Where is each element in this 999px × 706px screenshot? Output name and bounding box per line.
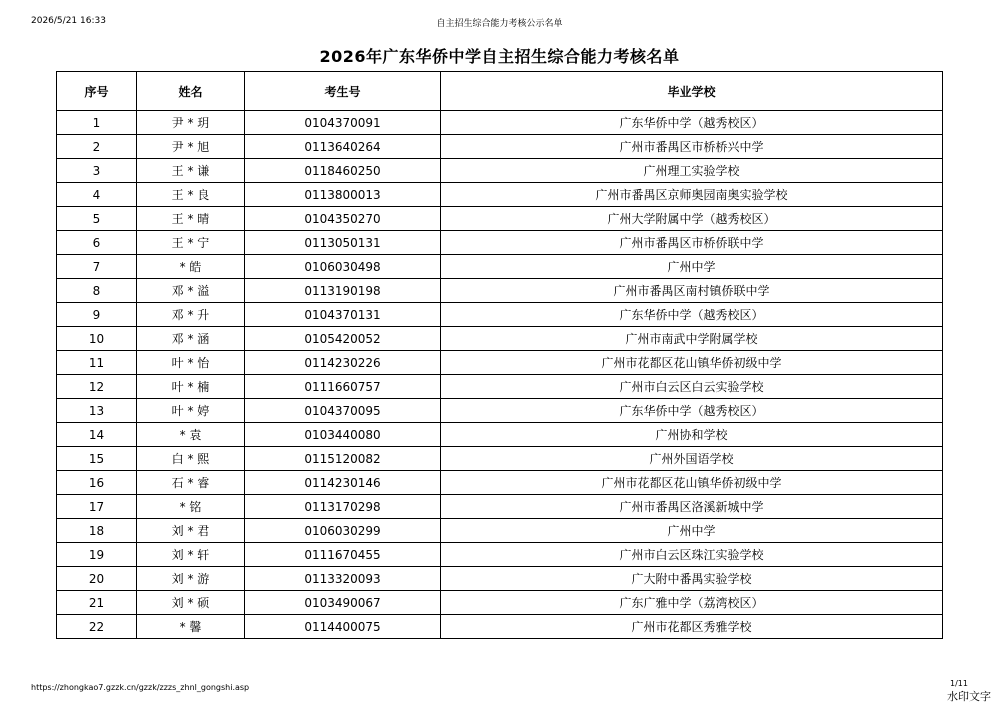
cell-index: 18 <box>57 519 137 543</box>
cell-school: 广州市白云区白云实验学校 <box>441 375 943 399</box>
table-row <box>57 135 943 159</box>
cell-school: 广州市番禺区市桥桥兴中学 <box>441 135 943 159</box>
column-header-name: 姓名 <box>137 72 245 111</box>
cell-index: 3 <box>57 159 137 183</box>
table-row <box>57 279 943 303</box>
cell-school: 广州市南武中学附属学校 <box>441 327 943 351</box>
cell-name: * 袁 <box>137 423 245 447</box>
table-row <box>57 255 943 279</box>
cell-index: 9 <box>57 303 137 327</box>
table-row <box>57 471 943 495</box>
cell-school: 广东广雅中学（荔湾校区） <box>441 591 943 615</box>
table-row <box>57 495 943 519</box>
cell-index: 14 <box>57 423 137 447</box>
cell-exam-number: 0113640264 <box>245 135 441 159</box>
candidate-table <box>56 71 943 639</box>
table-row <box>57 567 943 591</box>
cell-name: 叶 * 怡 <box>137 351 245 375</box>
cell-exam-number: 0114230226 <box>245 351 441 375</box>
print-datetime: 2026/5/21 16:33 <box>31 16 106 26</box>
cell-index: 5 <box>57 207 137 231</box>
cell-name: 石 * 睿 <box>137 471 245 495</box>
cell-name: 尹 * 旭 <box>137 135 245 159</box>
cell-exam-number: 0113050131 <box>245 231 441 255</box>
table-row <box>57 423 943 447</box>
cell-name: 刘 * 君 <box>137 519 245 543</box>
table-row <box>57 519 943 543</box>
cell-school: 广州协和学校 <box>441 423 943 447</box>
print-header-title: 自主招生综合能力考核公示名单 <box>436 19 563 29</box>
footer-url: https://zhongkao7.gzzk.cn/gzzk/zzzs_zhnl_gongshi.asp <box>31 683 250 692</box>
cell-exam-number: 0104370095 <box>245 399 441 423</box>
cell-school: 广州市白云区珠江实验学校 <box>441 543 943 567</box>
cell-name: 王 * 良 <box>137 183 245 207</box>
cell-exam-number: 0105420052 <box>245 327 441 351</box>
cell-exam-number: 0115120082 <box>245 447 441 471</box>
watermark-text: 水印文字 <box>947 690 991 703</box>
cell-school: 广州市花都区花山镇华侨初级中学 <box>441 471 943 495</box>
cell-school: 广州中学 <box>441 519 943 543</box>
cell-index: 13 <box>57 399 137 423</box>
cell-index: 8 <box>57 279 137 303</box>
cell-school: 广州市番禺区京师奥园南奥实验学校 <box>441 183 943 207</box>
cell-index: 22 <box>57 615 137 639</box>
cell-name: 刘 * 硕 <box>137 591 245 615</box>
table-row <box>57 399 943 423</box>
column-header-exam-number: 考生号 <box>245 72 441 111</box>
cell-name: 刘 * 轩 <box>137 543 245 567</box>
cell-school: 广州中学 <box>441 255 943 279</box>
cell-index: 7 <box>57 255 137 279</box>
column-header-index: 序号 <box>57 72 137 111</box>
table-row <box>57 303 943 327</box>
cell-school: 广东华侨中学（越秀校区） <box>441 111 943 135</box>
cell-school: 广州市番禺区市桥侨联中学 <box>441 231 943 255</box>
table-row <box>57 543 943 567</box>
cell-school: 广东华侨中学（越秀校区） <box>441 303 943 327</box>
cell-index: 20 <box>57 567 137 591</box>
table-row <box>57 375 943 399</box>
cell-name: 白 * 熙 <box>137 447 245 471</box>
table-row <box>57 111 943 135</box>
cell-name: * 皓 <box>137 255 245 279</box>
table-row <box>57 591 943 615</box>
cell-exam-number: 0106030299 <box>245 519 441 543</box>
table-row <box>57 183 943 207</box>
cell-index: 15 <box>57 447 137 471</box>
cell-school: 广东华侨中学（越秀校区） <box>441 399 943 423</box>
cell-exam-number: 0113320093 <box>245 567 441 591</box>
cell-name: * 铭 <box>137 495 245 519</box>
cell-name: 王 * 谦 <box>137 159 245 183</box>
table-row <box>57 615 943 639</box>
cell-index: 2 <box>57 135 137 159</box>
cell-name: 邓 * 涵 <box>137 327 245 351</box>
cell-school: 广州市花都区花山镇华侨初级中学 <box>441 351 943 375</box>
cell-exam-number: 0104370091 <box>245 111 441 135</box>
cell-name: 叶 * 楠 <box>137 375 245 399</box>
table-row <box>57 327 943 351</box>
cell-index: 6 <box>57 231 137 255</box>
cell-index: 12 <box>57 375 137 399</box>
table-header-row <box>57 72 943 111</box>
cell-name: 王 * 晴 <box>137 207 245 231</box>
cell-exam-number: 0103440080 <box>245 423 441 447</box>
cell-school: 广州外国语学校 <box>441 447 943 471</box>
cell-name: 王 * 宁 <box>137 231 245 255</box>
cell-index: 21 <box>57 591 137 615</box>
table-row <box>57 207 943 231</box>
cell-exam-number: 0103490067 <box>245 591 441 615</box>
cell-school: 广州大学附属中学（越秀校区） <box>441 207 943 231</box>
cell-index: 16 <box>57 471 137 495</box>
table-row <box>57 159 943 183</box>
cell-exam-number: 0114230146 <box>245 471 441 495</box>
cell-name: 尹 * 玥 <box>137 111 245 135</box>
cell-school: 广州理工实验学校 <box>441 159 943 183</box>
cell-name: 叶 * 婷 <box>137 399 245 423</box>
cell-name: 刘 * 游 <box>137 567 245 591</box>
cell-exam-number: 0104370131 <box>245 303 441 327</box>
cell-exam-number: 0113170298 <box>245 495 441 519</box>
cell-exam-number: 0113800013 <box>245 183 441 207</box>
table-row <box>57 231 943 255</box>
document-title: 2026年广东华侨中学自主招生综合能力考核名单 <box>319 47 680 66</box>
table-row <box>57 447 943 471</box>
table-row <box>57 351 943 375</box>
cell-exam-number: 0113190198 <box>245 279 441 303</box>
cell-name: * 馨 <box>137 615 245 639</box>
cell-exam-number: 0114400075 <box>245 615 441 639</box>
cell-name: 邓 * 溢 <box>137 279 245 303</box>
cell-exam-number: 0111660757 <box>245 375 441 399</box>
cell-school: 广大附中番禺实验学校 <box>441 567 943 591</box>
column-header-school: 毕业学校 <box>441 72 943 111</box>
cell-exam-number: 0118460250 <box>245 159 441 183</box>
cell-exam-number: 0111670455 <box>245 543 441 567</box>
table-body <box>57 111 943 639</box>
cell-exam-number: 0106030498 <box>245 255 441 279</box>
cell-index: 11 <box>57 351 137 375</box>
cell-index: 17 <box>57 495 137 519</box>
cell-index: 1 <box>57 111 137 135</box>
cell-index: 19 <box>57 543 137 567</box>
cell-index: 4 <box>57 183 137 207</box>
cell-school: 广州市番禺区南村镇侨联中学 <box>441 279 943 303</box>
cell-school: 广州市番禺区洛溪新城中学 <box>441 495 943 519</box>
cell-school: 广州市花都区秀雅学校 <box>441 615 943 639</box>
cell-index: 10 <box>57 327 137 351</box>
cell-name: 邓 * 升 <box>137 303 245 327</box>
cell-exam-number: 0104350270 <box>245 207 441 231</box>
page-number: 1/11 <box>950 679 968 688</box>
